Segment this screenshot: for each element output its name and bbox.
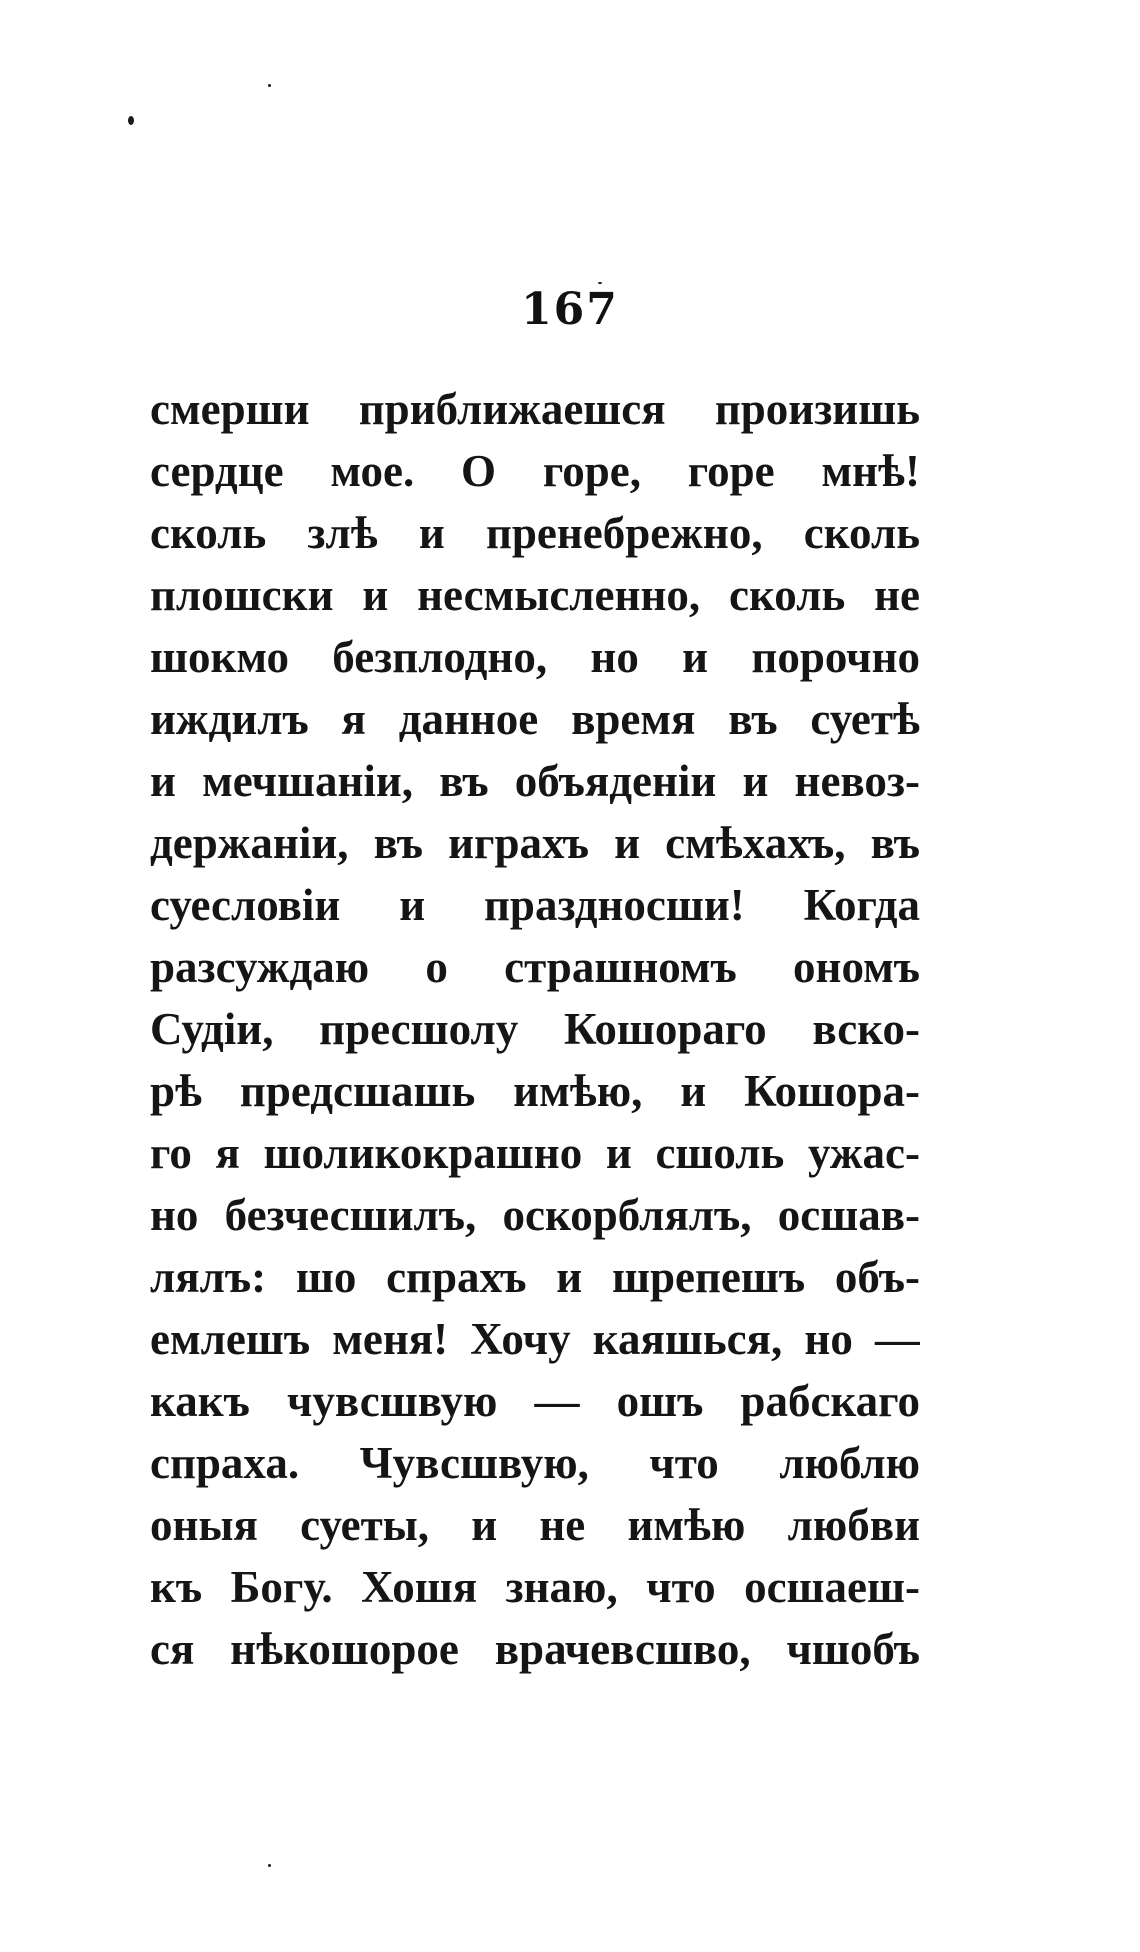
page-number: 167 — [521, 284, 619, 335]
text-line: и мечшаніи, въ объяденіи и невоз- — [150, 756, 920, 806]
text-line: оныя суеты, и не имѣю любви — [150, 1500, 920, 1550]
text-line: суесловіи и праздносши! Когда — [150, 880, 920, 930]
text-line: рѣ предсшашь имѣю, и Кошора- — [150, 1066, 920, 1116]
text-line: Судіи, пресшолу Кошораго вско- — [150, 1004, 920, 1054]
text-line: плошски и несмысленно, сколь не — [150, 570, 920, 620]
text-line: лялъ: шо спрахъ и шрепешъ объ- — [150, 1252, 920, 1302]
text-line: но безчесшилъ, оскорблялъ, осшав- — [150, 1190, 920, 1240]
ink-speck — [128, 116, 134, 125]
text-line: какъ чувсшвую — ошъ рабскаго — [150, 1376, 920, 1426]
ink-speck — [268, 1864, 271, 1867]
text-line: смерши приближаешся произишь — [150, 384, 920, 434]
body-text — [150, 378, 920, 1680]
text-line: емлешъ меня! Хочу каяшься, но — — [150, 1314, 920, 1364]
text-line: иждилъ я данное время въ суетѣ — [150, 694, 920, 744]
text-line: го я шоликокрашно и сшоль ужас- — [150, 1128, 920, 1178]
text-line: сколь злѣ и пренебрежно, сколь — [150, 508, 920, 558]
text-line: къ Богу. Хошя знаю, что осшаеш- — [150, 1562, 920, 1612]
text-line: спраха. Чувсшвую, что люблю — [150, 1438, 920, 1488]
text-line: держаніи, въ играхъ и смѣхахъ, въ — [150, 818, 920, 868]
text-line: ся нѣкошорое врачевсшво, чшобъ — [150, 1624, 920, 1674]
text-line: шокмо безплодно, но и порочно — [150, 632, 920, 682]
text-line: разсуждаю о страшномъ ономъ — [150, 942, 920, 992]
ink-speck — [268, 84, 271, 87]
text-line: сердце мое. О горе, горе мнѣ! — [150, 446, 920, 496]
